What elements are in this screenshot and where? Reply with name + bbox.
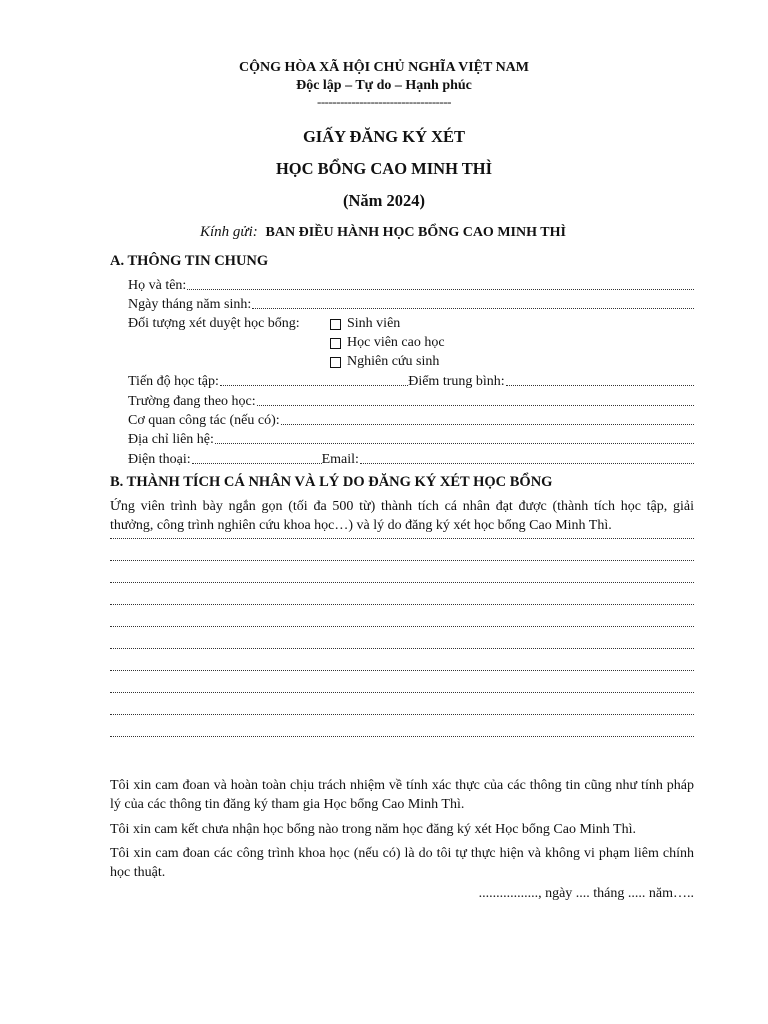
addressee-line bbox=[200, 224, 566, 241]
workplace-label: Cơ quan công tác (nếu có): bbox=[128, 413, 280, 428]
phone-email-field[interactable] bbox=[128, 449, 694, 468]
declaration-integrity: Tôi xin cam đoan các công trình khoa học (nếu có) là do tôi tự thực hiện và không vi phạm liêm chính học thuật. bbox=[110, 846, 694, 880]
checkbox-masters[interactable] bbox=[330, 338, 341, 349]
workplace-dotted-line[interactable] bbox=[281, 424, 694, 425]
option-masters-label: Học viên cao học bbox=[347, 335, 445, 350]
school-dotted-line[interactable] bbox=[257, 405, 694, 406]
answer-line[interactable] bbox=[110, 714, 694, 715]
full-name-field[interactable] bbox=[128, 275, 694, 294]
answer-line[interactable] bbox=[110, 582, 694, 583]
date-line[interactable]: ................., ngày .... tháng ..... năm….. bbox=[478, 886, 694, 901]
full-name-dotted-line[interactable] bbox=[187, 289, 694, 290]
checkbox-student[interactable] bbox=[330, 319, 341, 330]
workplace-field[interactable] bbox=[128, 410, 694, 429]
section-a-heading: A. THÔNG TIN CHUNG bbox=[110, 253, 269, 269]
school-field[interactable] bbox=[128, 391, 694, 410]
school-label: Trường đang theo học: bbox=[128, 394, 256, 409]
answer-line[interactable] bbox=[110, 604, 694, 605]
answer-line[interactable] bbox=[110, 538, 694, 539]
addressee-label: Kính gửi: bbox=[200, 224, 258, 240]
target-label: Đối tượng xét duyệt học bổng: bbox=[128, 316, 300, 331]
phone-dotted-line[interactable] bbox=[192, 463, 322, 464]
address-dotted-line[interactable] bbox=[215, 443, 694, 444]
answer-line[interactable] bbox=[110, 626, 694, 627]
address-field[interactable] bbox=[128, 429, 694, 448]
progress-label: Tiến độ học tập: bbox=[128, 374, 219, 389]
email-dotted-line[interactable] bbox=[360, 463, 694, 464]
email-label: Email: bbox=[321, 452, 359, 467]
header-divider: ----------------------------------- bbox=[316, 94, 452, 109]
option-masters[interactable] bbox=[330, 335, 445, 351]
form-year: (Năm 2024) bbox=[342, 191, 426, 210]
gpa-label: Điểm trung bình: bbox=[408, 374, 505, 389]
option-student[interactable] bbox=[330, 316, 400, 332]
form-title-line2: HỌC BỔNG CAO MINH THÌ bbox=[275, 159, 493, 178]
progress-dotted-line[interactable] bbox=[220, 385, 408, 386]
dob-field[interactable] bbox=[128, 294, 694, 313]
answer-line[interactable] bbox=[110, 670, 694, 671]
answer-line[interactable] bbox=[110, 560, 694, 561]
full-name-label: Họ và tên: bbox=[128, 278, 187, 293]
address-label: Địa chỉ liên hệ: bbox=[128, 432, 214, 447]
national-motto: Độc lập – Tự do – Hạnh phúc bbox=[296, 78, 472, 93]
answer-line[interactable] bbox=[110, 648, 694, 649]
gpa-dotted-line[interactable] bbox=[506, 385, 694, 386]
country-name: CỘNG HÒA XÃ HỘI CHỦ NGHĨA VIỆT NAM bbox=[238, 60, 529, 75]
section-b-instruction: Ứng viên trình bày ngắn gọn (tối đa 500 từ) thành tích cá nhân đạt được (thành tích học tập, giải thưởng, công trình nghiên cứu khoa học…) và lý do đăng ký xét học bổng Cao Minh Thì. bbox=[110, 499, 694, 533]
checkbox-phd[interactable] bbox=[330, 357, 341, 368]
target-field bbox=[128, 313, 694, 332]
phone-label: Điện thoại: bbox=[128, 452, 191, 467]
dob-dotted-line[interactable] bbox=[252, 308, 694, 309]
dob-label: Ngày tháng năm sinh: bbox=[128, 297, 252, 312]
progress-gpa-field[interactable] bbox=[128, 371, 694, 390]
option-phd-label: Nghiên cứu sinh bbox=[347, 354, 440, 369]
option-phd[interactable] bbox=[330, 354, 439, 370]
declaration-no-other-scholarship: Tôi xin cam kết chưa nhận học bổng nào trong năm học đăng ký xét Học bổng Cao Minh Thì. bbox=[110, 822, 636, 837]
addressee-recipient: BAN ĐIỀU HÀNH HỌC BỔNG CAO MINH THÌ bbox=[265, 225, 566, 240]
answer-line[interactable] bbox=[110, 736, 694, 737]
section-b-heading: B. THÀNH TÍCH CÁ NHÂN VÀ LÝ DO ĐĂNG KÝ XÉT HỌC BỔNG bbox=[110, 474, 553, 490]
answer-line[interactable] bbox=[110, 692, 694, 693]
declaration-accuracy: Tôi xin cam đoan và hoàn toàn chịu trách nhiệm về tính xác thực của các thông tin cũng như tính pháp lý của các thông tin đăng ký tham gia Học bổng Cao Minh Thì. bbox=[110, 778, 694, 812]
form-title-line1: GIẤY ĐĂNG KÝ XÉT bbox=[302, 127, 466, 146]
option-student-label: Sinh viên bbox=[347, 316, 401, 331]
